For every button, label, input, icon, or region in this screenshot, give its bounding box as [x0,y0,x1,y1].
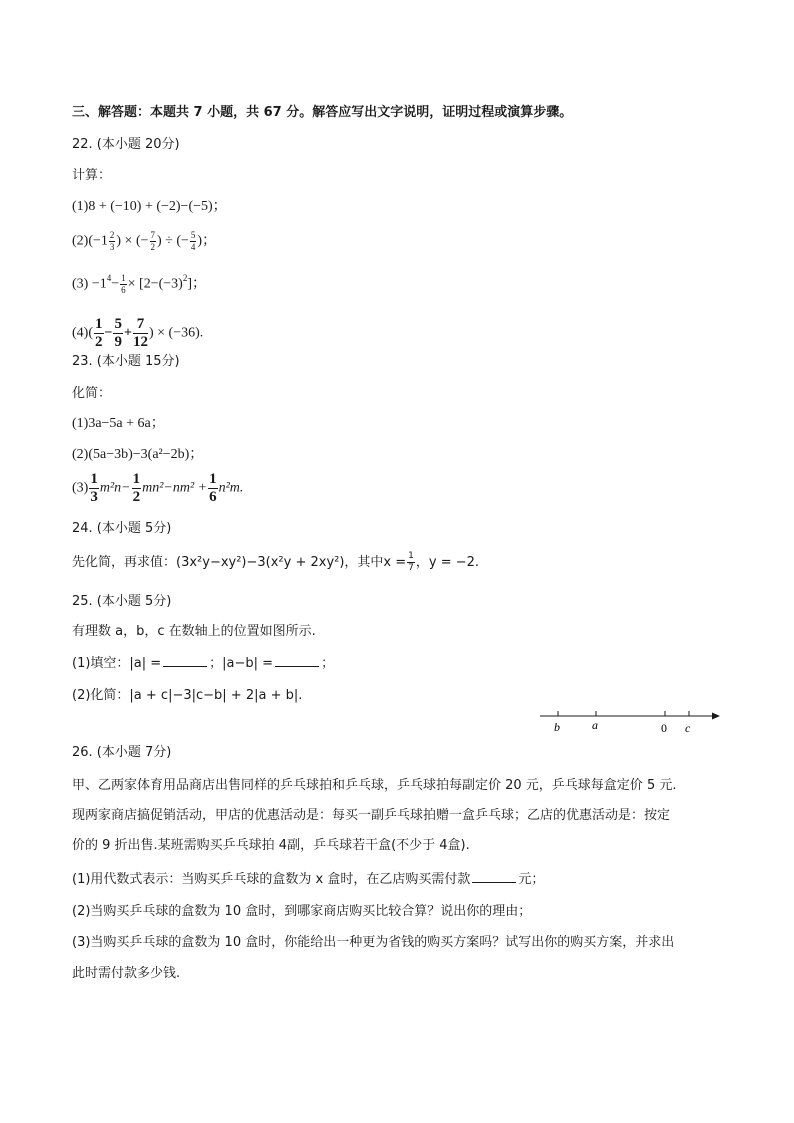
q24-question: 先化简，再求值：(3x²y−xy²)−3(x²y + 2xy²)，其中x = $\frac{1}{7}$ ，y = −2. [72,551,480,573]
fraction: $\frac{5}{9}$ [114,316,122,350]
answer-blank[interactable] [163,654,207,667]
fraction: $\frac{5}{4}$ [190,230,196,252]
q22-part1: (1)8 + (−10) + (−2)−(−5)； [72,199,227,214]
q23-part3: (3) $\frac{1}{3}$ m²n− $\frac{1}{2}$ mn²−nm² + $\frac{1}{6}$ n²m. [72,471,244,505]
answer-blank[interactable] [472,870,516,883]
answer-blank[interactable] [275,654,319,667]
q23-instruction: 化简： [72,386,112,401]
q25-part2: (2)化简：|a + c|−3|c−b| + 2|a + b|. [72,688,303,703]
q26-part3b: 此时需付款多少钱. [72,966,181,981]
q26-title: 26. (本小题 7分) [72,745,172,760]
q25-title: 25. (本小题 5分) [72,594,172,609]
q26-para3: 价的 9 折出售.某班需购买乒乓球拍 4副，乒乓球若干盒(不少于 4盒). [72,838,470,853]
fraction: $\frac{2}{3}$ [109,230,115,252]
fraction: $\frac{1}{3}$ [90,471,98,505]
q26-part2: (2)当购买乒乓球的盒数为 10 盒时，到哪家商店购买比较合算？说出你的理由； [72,904,532,919]
q22-part3: $(3) -1^4-$ $\frac{1}{6}$ × $[2-(-3)^2]$； [72,273,206,295]
q25-intro: 有理数 a，b，c 在数轴上的位置如图所示. [72,624,316,639]
fraction: $\frac{1}{2}$ [132,471,141,505]
label-c: c [685,721,691,735]
q23-part2: (2)(5a−3b)−3(a²−2b)； [72,447,204,462]
q26-part1: (1)用代数式表示：当购买乒乓球的盒数为 x 盒时，在乙店购买需付款 元； [72,872,545,887]
fraction: $\frac{1}{7}$ [408,551,414,573]
fraction: $\frac{1}{6}$ [209,471,217,505]
q22-part4: (4)( $\frac{1}{2}$ − $\frac{5}{9}$ + $\frac{7}{12}$ ) × (−36). [72,316,204,350]
section-header: 三、解答题：本题共 7 小题，共 67 分。解答应写出文字说明，证明过程或演算步骤。 [72,105,573,120]
q25-part1: (1)填空：|a| = ；|a−b| = ； [72,656,335,671]
label-b: b [554,720,560,734]
q26-para1: 甲、乙两家体育用品商店出售同样的乒乓球拍和乒乓球，乒乓球拍每副定价 20 元，乒乓球每盒定价 5 元. [72,778,677,793]
label-a: a [592,718,598,732]
fraction: $\frac{1}{2}$ [95,316,103,350]
q24-title: 24. (本小题 5分) [72,521,172,536]
q22-part2: (2)(−1 $\frac{2}{3}$ ) × (− $\frac{7}{2}$ ) ÷ (− $\frac{5}{4}$ )； [72,230,217,252]
number-line [535,706,725,740]
fraction: $\frac{1}{6}$ [121,273,126,295]
q23-part1: (1)3a−5a + 6a； [72,416,165,431]
q26-part3a: (3)当购买乒乓球的盒数为 10 盒时，你能给出一种更为省钱的购买方案吗？试写出你的购买方案，并求出 [72,935,675,950]
label-zero: 0 [661,721,667,735]
q22-instruction: 计算： [72,168,112,183]
q22-title: 22. (本小题 20分) [72,137,180,152]
fraction: $\frac{7}{12}$ [132,316,148,350]
q26-para2: 现两家商店搞促销活动，甲店的优惠活动是：每买一副乒乓球拍赠一盒乒乓球；乙店的优惠活动是：按定 [72,808,671,823]
q23-title: 23. (本小题 15分) [72,354,180,369]
fraction: $\frac{7}{2}$ [150,230,156,252]
